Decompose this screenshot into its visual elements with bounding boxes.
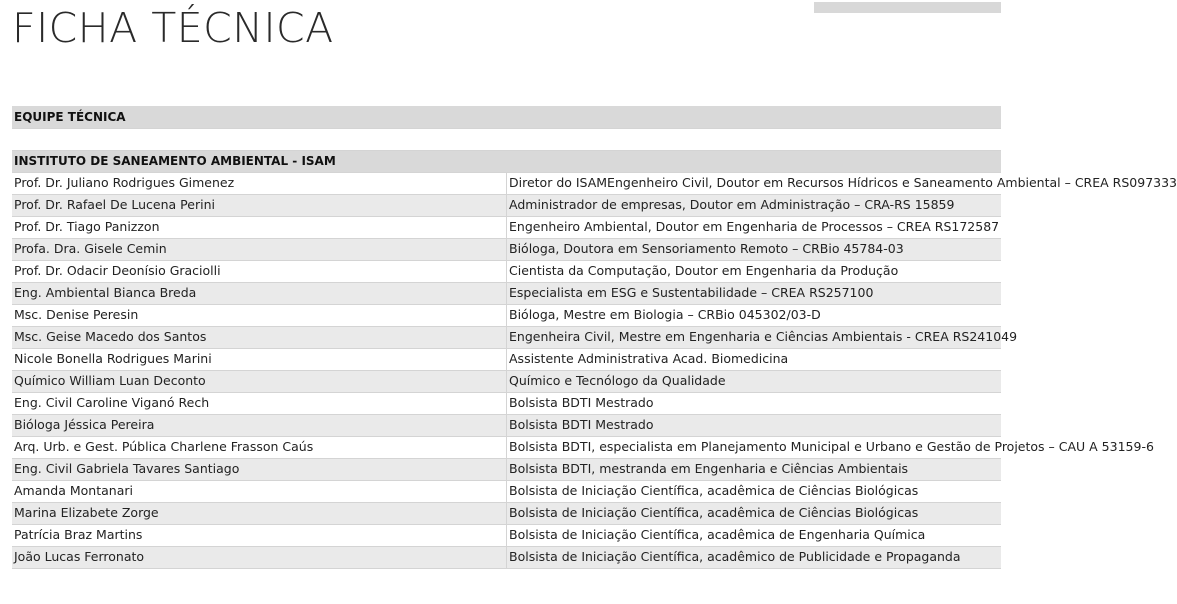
section-header: EQUIPE TÉCNICA: [12, 106, 1001, 128]
table-row: [12, 194, 1001, 216]
member-role: Bióloga, Mestre em Biologia – CRBio 045302/03-D: [507, 304, 1002, 326]
table-row: [12, 282, 1001, 304]
table-row: [12, 436, 1001, 458]
member-role: Engenheira Civil, Mestre em Engenharia e Ciências Ambientais - CREA RS241049: [507, 326, 1002, 348]
member-name: Nicole Bonella Rodrigues Marini: [12, 348, 507, 370]
table-row: [12, 502, 1001, 524]
member-name: Marina Elizabete Zorge: [12, 502, 507, 524]
page-title: FICHA TÉCNICA: [12, 4, 334, 52]
member-name: Bióloga Jéssica Pereira: [12, 414, 507, 436]
table-row: [12, 524, 1001, 546]
member-name: Prof. Dr. Juliano Rodrigues Gimenez: [12, 172, 507, 194]
member-role: Diretor do ISAMEngenheiro Civil, Doutor em Recursos Hídricos e Saneamento Ambiental – CREA RS097333: [507, 172, 1002, 194]
member-role: Assistente Administrativa Acad. Biomedicina: [507, 348, 1002, 370]
member-role: Bolsista de Iniciação Científica, acadêmico de Publicidade e Propaganda: [507, 546, 1002, 568]
member-role: Bióloga, Doutora em Sensoriamento Remoto – CRBio 45784-03: [507, 238, 1002, 260]
table-row: [12, 304, 1001, 326]
member-role: Especialista em ESG e Sustentabilidade – CREA RS257100: [507, 282, 1002, 304]
member-role: Químico e Tecnólogo da Qualidade: [507, 370, 1002, 392]
member-name: Químico William Luan Deconto: [12, 370, 507, 392]
member-name: Eng. Ambiental Bianca Breda: [12, 282, 507, 304]
table-row: [12, 392, 1001, 414]
table-row: [12, 172, 1001, 194]
member-role: Administrador de empresas, Doutor em Administração – CRA-RS 15859: [507, 194, 1002, 216]
member-name: Msc. Geise Macedo dos Santos: [12, 326, 507, 348]
top-decorative-bar: [814, 2, 1001, 13]
table-row: [12, 260, 1001, 282]
member-role: Bolsista BDTI Mestrado: [507, 392, 1002, 414]
table-row: [12, 238, 1001, 260]
member-name: Prof. Dr. Odacir Deonísio Graciolli: [12, 260, 507, 282]
member-name: Prof. Dr. Rafael De Lucena Perini: [12, 194, 507, 216]
member-role: Bolsista de Iniciação Científica, acadêmica de Ciências Biológicas: [507, 502, 1002, 524]
section-header-row: [12, 106, 1001, 128]
table-row: [12, 546, 1001, 568]
member-role: Engenheiro Ambiental, Doutor em Engenharia de Processos – CREA RS172587: [507, 216, 1002, 238]
member-name: Arq. Urb. e Gest. Pública Charlene Frasson Caús: [12, 436, 507, 458]
institute-header: INSTITUTO DE SANEAMENTO AMBIENTAL - ISAM: [12, 150, 1001, 172]
member-name: Msc. Denise Peresin: [12, 304, 507, 326]
table-row: [12, 480, 1001, 502]
member-role: Bolsista BDTI, especialista em Planejamento Municipal e Urbano e Gestão de Projetos – CAU A 53159-6: [507, 436, 1002, 458]
spacer-cell: [12, 128, 1001, 150]
member-role: Bolsista de Iniciação Científica, acadêmica de Ciências Biológicas: [507, 480, 1002, 502]
table-row: [12, 370, 1001, 392]
member-name: Prof. Dr. Tiago Panizzon: [12, 216, 507, 238]
team-table-body: [12, 106, 1177, 568]
member-role: Cientista da Computação, Doutor em Engenharia da Produção: [507, 260, 1002, 282]
spacer-row: [12, 128, 1001, 150]
member-name: Amanda Montanari: [12, 480, 507, 502]
member-name: Eng. Civil Gabriela Tavares Santiago: [12, 458, 507, 480]
member-name: João Lucas Ferronato: [12, 546, 507, 568]
table-row: [12, 458, 1001, 480]
member-name: Eng. Civil Caroline Viganó Rech: [12, 392, 507, 414]
table-row: [12, 216, 1001, 238]
member-role: Bolsista BDTI, mestranda em Engenharia e Ciências Ambientais: [507, 458, 1002, 480]
table-row: [12, 326, 1001, 348]
institute-header-row: [12, 150, 1001, 172]
member-role: Bolsista BDTI Mestrado: [507, 414, 1002, 436]
member-name: Patrícia Braz Martins: [12, 524, 507, 546]
member-name: Profa. Dra. Gisele Cemin: [12, 238, 507, 260]
table-row: [12, 414, 1001, 436]
member-role: Bolsista de Iniciação Científica, acadêmica de Engenharia Química: [507, 524, 1002, 546]
team-table: [12, 106, 1177, 569]
table-row: [12, 348, 1001, 370]
